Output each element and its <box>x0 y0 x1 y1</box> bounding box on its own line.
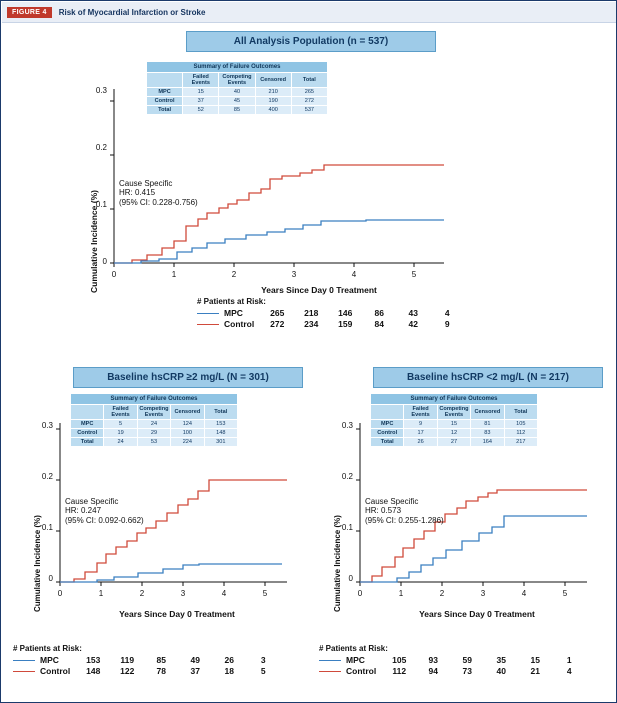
risk-table-title: # Patients at Risk: <box>13 644 82 653</box>
risk-cell: 18 <box>224 666 234 676</box>
summary-cell: 153 <box>204 420 237 429</box>
table-row <box>147 88 328 97</box>
annotation-line: Cause Specific <box>65 497 119 506</box>
summary-col-1: Failed Events <box>404 405 437 420</box>
annotation-line: HR: 0.415 <box>119 188 156 198</box>
y-tick-label: 0 <box>48 574 53 583</box>
annotation-line: Cause Specific <box>365 497 419 506</box>
summary-col-2: Competing Events <box>219 73 255 88</box>
summary-caption: Summary of Failure Outcomes <box>371 394 538 405</box>
x-tick-label: 4 <box>351 270 357 279</box>
risk-table-title: # Patients at Risk: <box>319 644 388 653</box>
annotation-line: HR: 0.247 <box>65 506 102 516</box>
risk-cell: 122 <box>120 666 135 676</box>
summary-cell: 210 <box>255 88 291 97</box>
summary-cell: 12 <box>437 429 470 438</box>
risk-cell: 94 <box>428 666 438 676</box>
x-tick-label: 3 <box>291 270 297 279</box>
panel-title-hscrp-low: Baseline hsCRP <2 mg/L (N = 217) <box>373 367 603 388</box>
summary-col-1: Failed Events <box>104 405 137 420</box>
risk-cell: 84 <box>374 319 384 329</box>
figure-tag: FIGURE 4 <box>7 7 52 18</box>
legend-line-control <box>319 671 341 672</box>
summary-row-label: Total <box>147 106 183 115</box>
x-tick-label: 1 <box>98 589 104 598</box>
summary-col-3: Censored <box>171 405 204 420</box>
summary-col-2: Competing Events <box>137 405 170 420</box>
annotation-line: (95% CI: 0.255-1.286) <box>365 515 444 525</box>
x-tick-label: 2 <box>231 270 237 279</box>
table-row <box>147 97 328 106</box>
summary-cell: 148 <box>204 429 237 438</box>
summary-cell: 19 <box>104 429 137 438</box>
risk-row-label-mpc: MPC <box>13 655 76 666</box>
risk-table-hscrp-high <box>13 644 280 677</box>
risk-cell: 4 <box>566 666 572 676</box>
annotation-all <box>119 179 198 207</box>
table-row <box>197 308 464 319</box>
legend-line-control <box>13 671 35 672</box>
summary-col-1: Failed Events <box>183 73 219 88</box>
summary-cell: 37 <box>183 97 219 106</box>
risk-cell: 93 <box>428 655 438 665</box>
summary-cell: 53 <box>137 438 170 447</box>
summary-col-4: Total <box>504 405 537 420</box>
summary-cell: 301 <box>204 438 237 447</box>
table-row <box>71 420 238 429</box>
summary-row-label: Control <box>71 429 104 438</box>
summary-col-4: Total <box>291 73 327 88</box>
risk-cell: 218 <box>304 308 319 318</box>
panel-hscrp-low <box>373 367 603 388</box>
x-tick-label: 5 <box>411 270 417 279</box>
summary-cell: 45 <box>219 97 255 106</box>
risk-row-label-control: Control <box>319 666 382 677</box>
table-row <box>197 319 464 330</box>
summary-row-label: Total <box>71 438 104 447</box>
risk-cell: 86 <box>374 308 384 318</box>
risk-cell: 105 <box>392 655 407 665</box>
y-tick-label: 0.1 <box>41 523 53 532</box>
annotation-line: HR: 0.573 <box>365 506 402 516</box>
risk-cell: 148 <box>86 666 101 676</box>
summary-cell: 400 <box>255 106 291 115</box>
summary-table-all <box>146 61 328 115</box>
legend-line-control <box>197 324 219 325</box>
x-tick-label: 3 <box>480 589 486 598</box>
risk-cell: 119 <box>120 655 135 665</box>
summary-row-label: MPC <box>71 420 104 429</box>
legend-line-mpc <box>319 660 341 661</box>
risk-cell: 73 <box>462 666 472 676</box>
y-tick-label: 0.2 <box>41 472 53 481</box>
summary-cell: 9 <box>404 420 437 429</box>
risk-row-label-mpc: MPC <box>197 308 260 319</box>
summary-row-label: MPC <box>371 420 404 429</box>
summary-cell: 190 <box>255 97 291 106</box>
figure-title: Risk of Myocardial Infarction or Stroke <box>58 7 206 17</box>
summary-cell: 83 <box>471 429 504 438</box>
summary-cell: 112 <box>504 429 537 438</box>
panel-title-all: All Analysis Population (n = 537) <box>186 31 436 52</box>
table-row <box>71 438 238 447</box>
risk-cell: 26 <box>224 655 234 665</box>
summary-row-label: Total <box>371 438 404 447</box>
risk-table-title: # Patients at Risk: <box>197 297 266 306</box>
annotation-line: (95% CI: 0.228-0.756) <box>119 197 198 207</box>
table-row <box>371 420 538 429</box>
annotation-line: (95% CI: 0.092-0.662) <box>65 515 144 525</box>
chart-hscrp-low <box>307 397 607 637</box>
summary-col-3: Censored <box>255 73 291 88</box>
summary-cell: 217 <box>504 438 537 447</box>
summary-col-2: Competing Events <box>437 405 470 420</box>
summary-cell: 40 <box>219 88 255 97</box>
summary-col-0 <box>71 405 104 420</box>
summary-cell: 5 <box>104 420 137 429</box>
table-row <box>13 666 280 677</box>
risk-cell: 159 <box>338 319 353 329</box>
annotation-hscrp-high <box>65 497 144 525</box>
risk-cell: 9 <box>444 319 450 329</box>
panel-all <box>186 31 436 52</box>
summary-cell: 100 <box>171 429 204 438</box>
risk-cell: 35 <box>496 655 506 665</box>
risk-cell: 49 <box>190 655 200 665</box>
risk-cell: 4 <box>444 308 450 318</box>
summary-table-hscrp-low <box>370 393 538 447</box>
summary-cell: 272 <box>291 97 327 106</box>
x-tick-label: 4 <box>221 589 227 598</box>
summary-cell: 29 <box>137 429 170 438</box>
figure-header <box>2 2 617 23</box>
x-tick-label: 1 <box>398 589 404 598</box>
table-row <box>147 106 328 115</box>
risk-cell: 59 <box>462 655 472 665</box>
y-tick-label: 0.2 <box>95 143 107 152</box>
risk-row-label-control: Control <box>197 319 260 330</box>
risk-cell: 37 <box>190 666 200 676</box>
summary-row-label: MPC <box>147 88 183 97</box>
y-tick-label: 0 <box>348 574 353 583</box>
y-tick-label: 0.3 <box>95 86 107 95</box>
chart-hscrp-high <box>7 397 307 637</box>
y-tick-label: 0.3 <box>341 421 353 430</box>
risk-cell: 112 <box>392 666 407 676</box>
y-tick-label: 0.1 <box>95 200 107 209</box>
risk-cell: 146 <box>338 308 353 318</box>
panel-hscrp-high <box>73 367 303 388</box>
summary-cell: 15 <box>437 420 470 429</box>
x-axis-label-all: Years Since Day 0 Treatment <box>261 285 377 295</box>
summary-cell: 52 <box>183 106 219 115</box>
summary-col-4: Total <box>204 405 237 420</box>
risk-cell: 43 <box>408 308 418 318</box>
summary-cell: 27 <box>437 438 470 447</box>
summary-cell: 224 <box>171 438 204 447</box>
table-row <box>71 429 238 438</box>
summary-col-0 <box>147 73 183 88</box>
y-tick-label: 0 <box>102 257 107 266</box>
table-row <box>13 655 280 666</box>
legend-line-mpc <box>13 660 35 661</box>
risk-row-label-control: Control <box>13 666 76 677</box>
x-tick-label: 5 <box>262 589 268 598</box>
summary-cell: 124 <box>171 420 204 429</box>
risk-table-all <box>197 297 464 330</box>
risk-cell: 21 <box>530 666 540 676</box>
x-tick-label: 1 <box>171 270 177 279</box>
y-axis-label-hscrp-high: Cumulative Incidence (%) <box>33 515 42 612</box>
summary-cell: 164 <box>471 438 504 447</box>
x-tick-label: 0 <box>57 589 63 598</box>
summary-row-label: Control <box>371 429 404 438</box>
risk-table-hscrp-low <box>319 644 586 677</box>
risk-cell: 3 <box>260 655 266 665</box>
x-tick-label: 4 <box>521 589 527 598</box>
annotation-line: Cause Specific <box>119 179 173 188</box>
y-axis-label-hscrp-low: Cumulative Incidence (%) <box>333 515 342 612</box>
risk-cell: 234 <box>304 319 319 329</box>
summary-cell: 17 <box>404 429 437 438</box>
summary-cell: 81 <box>471 420 504 429</box>
risk-cell: 15 <box>530 655 540 665</box>
summary-cell: 265 <box>291 88 327 97</box>
x-tick-label: 0 <box>357 589 363 598</box>
table-row <box>319 655 586 666</box>
legend-line-mpc <box>197 313 219 314</box>
y-tick-label: 0.1 <box>341 523 353 532</box>
summary-col-3: Censored <box>471 405 504 420</box>
risk-cell: 1 <box>566 655 572 665</box>
risk-cell: 265 <box>270 308 285 318</box>
risk-cell: 272 <box>270 319 285 329</box>
x-tick-label: 2 <box>139 589 145 598</box>
x-tick-label: 2 <box>439 589 445 598</box>
summary-table-hscrp-high <box>70 393 238 447</box>
risk-row-label-mpc: MPC <box>319 655 382 666</box>
summary-cell: 85 <box>219 106 255 115</box>
table-row <box>371 438 538 447</box>
summary-col-0 <box>371 405 404 420</box>
risk-cell: 153 <box>86 655 101 665</box>
risk-cell: 78 <box>156 666 166 676</box>
annotation-hscrp-low <box>365 497 444 525</box>
risk-cell: 5 <box>260 666 266 676</box>
summary-cell: 26 <box>404 438 437 447</box>
table-row <box>319 666 586 677</box>
table-row <box>371 429 538 438</box>
risk-cell: 40 <box>496 666 506 676</box>
summary-cell: 105 <box>504 420 537 429</box>
summary-row-label: Control <box>147 97 183 106</box>
panel-title-hscrp-high: Baseline hsCRP ≥2 mg/L (N = 301) <box>73 367 303 388</box>
x-tick-label: 3 <box>180 589 186 598</box>
risk-cell: 85 <box>156 655 166 665</box>
y-axis-label-all: Cumulative Incidence (%) <box>89 190 99 293</box>
summary-cell: 15 <box>183 88 219 97</box>
chart-all <box>23 63 453 303</box>
x-axis-label-hscrp-low: Years Since Day 0 Treatment <box>419 609 535 619</box>
summary-cell: 24 <box>104 438 137 447</box>
summary-cell: 537 <box>291 106 327 115</box>
risk-cell: 42 <box>408 319 418 329</box>
x-tick-label: 0 <box>111 270 117 279</box>
y-tick-label: 0.3 <box>41 421 53 430</box>
summary-caption: Summary of Failure Outcomes <box>71 394 238 405</box>
summary-cell: 24 <box>137 420 170 429</box>
x-tick-label: 5 <box>562 589 568 598</box>
summary-caption: Summary of Failure Outcomes <box>147 62 328 73</box>
y-tick-label: 0.2 <box>341 472 353 481</box>
x-axis-label-hscrp-high: Years Since Day 0 Treatment <box>119 609 235 619</box>
